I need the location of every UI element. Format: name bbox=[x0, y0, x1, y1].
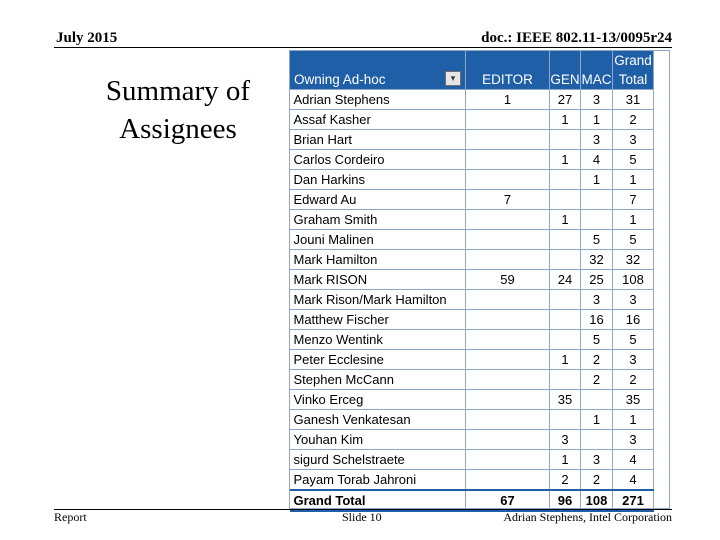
cell-name: sigurd Schelstraete bbox=[290, 450, 466, 470]
table-row bbox=[290, 310, 654, 330]
table-row bbox=[290, 430, 654, 450]
table-row bbox=[290, 270, 654, 290]
cell-mac: 3 bbox=[581, 290, 613, 310]
cell-gen bbox=[550, 330, 581, 350]
cell-mac: 5 bbox=[581, 230, 613, 250]
cell-gen: 96 bbox=[550, 490, 581, 511]
cell-editor: 59 bbox=[466, 270, 550, 290]
cell-total: 3 bbox=[613, 350, 654, 370]
cell-total: 108 bbox=[613, 270, 654, 290]
footer-slide-number: Slide 10 bbox=[342, 510, 382, 524]
cell-mac: 1 bbox=[581, 410, 613, 430]
cell-name: Adrian Stephens bbox=[290, 90, 466, 110]
col-header-gen: GEN bbox=[550, 51, 581, 90]
footer-author: Adrian Stephens, Intel Corporation bbox=[503, 510, 672, 524]
cell-total: 1 bbox=[613, 410, 654, 430]
cell-total: 5 bbox=[613, 230, 654, 250]
cell-gen: 3 bbox=[550, 430, 581, 450]
header-date: July 2015 bbox=[56, 30, 118, 46]
cell-gen: 2 bbox=[550, 470, 581, 491]
cell-editor bbox=[466, 210, 550, 230]
header-divider bbox=[54, 47, 672, 48]
cell-mac: 2 bbox=[581, 370, 613, 390]
table-row bbox=[290, 290, 654, 310]
cell-total: 4 bbox=[613, 470, 654, 491]
table-row bbox=[290, 110, 654, 130]
cell-total: 3 bbox=[613, 130, 654, 150]
cell-mac: 16 bbox=[581, 310, 613, 330]
footer-left: Report bbox=[54, 510, 87, 524]
cell-gen: 27 bbox=[550, 90, 581, 110]
cell-name: Matthew Fischer bbox=[290, 310, 466, 330]
cell-total: 3 bbox=[613, 290, 654, 310]
cell-gen: 1 bbox=[550, 150, 581, 170]
col-header-editor: EDITOR bbox=[466, 51, 550, 90]
cell-total: 2 bbox=[613, 110, 654, 130]
cell-editor bbox=[466, 430, 550, 450]
header-doc-id: doc.: IEEE 802.11-13/0095r24 bbox=[481, 30, 672, 46]
cell-editor bbox=[466, 350, 550, 370]
col-header-owning-adhoc bbox=[290, 51, 466, 90]
cell-name: Payam Torab Jahroni bbox=[290, 470, 466, 491]
cell-gen: 24 bbox=[550, 270, 581, 290]
cell-editor bbox=[466, 390, 550, 410]
table-row bbox=[290, 190, 654, 210]
cell-mac: 2 bbox=[581, 350, 613, 370]
cell-editor bbox=[466, 310, 550, 330]
cell-mac: 4 bbox=[581, 150, 613, 170]
cell-name: Menzo Wentink bbox=[290, 330, 466, 350]
cell-total: 16 bbox=[613, 310, 654, 330]
cell-name: Grand Total bbox=[290, 490, 466, 511]
cell-name: Mark RISON bbox=[290, 270, 466, 290]
cell-editor: 67 bbox=[466, 490, 550, 511]
cell-total: 4 bbox=[613, 450, 654, 470]
cell-name: Ganesh Venkatesan bbox=[290, 410, 466, 430]
cell-gen bbox=[550, 190, 581, 210]
cell-mac: 3 bbox=[581, 450, 613, 470]
cell-editor bbox=[466, 130, 550, 150]
table-row bbox=[290, 350, 654, 370]
cell-mac: 5 bbox=[581, 330, 613, 350]
table-body bbox=[290, 90, 654, 512]
col-header-grand-line1: Grand bbox=[614, 53, 652, 68]
table-row bbox=[290, 210, 654, 230]
cell-total: 5 bbox=[613, 150, 654, 170]
table-row bbox=[290, 410, 654, 430]
cell-gen bbox=[550, 130, 581, 150]
col-header-owning-adhoc-label: Owning Ad-hoc bbox=[294, 72, 386, 87]
cell-editor bbox=[466, 290, 550, 310]
cell-mac: 3 bbox=[581, 90, 613, 110]
cell-editor bbox=[466, 450, 550, 470]
cell-total: 5 bbox=[613, 330, 654, 350]
cell-name: Mark Hamilton bbox=[290, 250, 466, 270]
cell-gen: 1 bbox=[550, 110, 581, 130]
table-row bbox=[290, 250, 654, 270]
cell-editor bbox=[466, 330, 550, 350]
col-header-mac: MAC bbox=[581, 51, 613, 90]
table-row bbox=[290, 170, 654, 190]
cell-gen bbox=[550, 290, 581, 310]
cell-gen: 1 bbox=[550, 350, 581, 370]
cell-mac: 1 bbox=[581, 170, 613, 190]
table-row bbox=[290, 470, 654, 491]
cell-editor bbox=[466, 170, 550, 190]
cell-editor bbox=[466, 470, 550, 491]
cell-mac: 3 bbox=[581, 130, 613, 150]
cell-gen bbox=[550, 170, 581, 190]
cell-total: 32 bbox=[613, 250, 654, 270]
cell-gen: 1 bbox=[550, 450, 581, 470]
cell-editor bbox=[466, 410, 550, 430]
cell-editor bbox=[466, 230, 550, 250]
cell-name: Mark Rison/Mark Hamilton bbox=[290, 290, 466, 310]
cell-mac bbox=[581, 190, 613, 210]
cell-name: Graham Smith bbox=[290, 210, 466, 230]
cell-total: 2 bbox=[613, 370, 654, 390]
cell-gen bbox=[550, 410, 581, 430]
cell-gen: 35 bbox=[550, 390, 581, 410]
table-row bbox=[290, 130, 654, 150]
cell-editor: 7 bbox=[466, 190, 550, 210]
table-row bbox=[290, 90, 654, 110]
col-header-grand-line2: Total bbox=[618, 72, 648, 87]
cell-name: Carlos Cordeiro bbox=[290, 150, 466, 170]
cell-editor: 1 bbox=[466, 90, 550, 110]
cell-editor bbox=[466, 110, 550, 130]
cell-total: 271 bbox=[613, 490, 654, 511]
cell-total: 1 bbox=[613, 170, 654, 190]
cell-gen bbox=[550, 370, 581, 390]
cell-total: 3 bbox=[613, 430, 654, 450]
cell-mac bbox=[581, 430, 613, 450]
cell-editor bbox=[466, 370, 550, 390]
cell-mac: 108 bbox=[581, 490, 613, 511]
table-row bbox=[290, 370, 654, 390]
table-row bbox=[290, 230, 654, 250]
cell-mac: 2 bbox=[581, 470, 613, 491]
cell-mac bbox=[581, 390, 613, 410]
cell-name: Jouni Malinen bbox=[290, 230, 466, 250]
cell-total: 35 bbox=[613, 390, 654, 410]
cell-gen bbox=[550, 310, 581, 330]
filter-dropdown-icon[interactable]: ▾ bbox=[445, 71, 461, 86]
cell-gen bbox=[550, 250, 581, 270]
slide-title: Summary of Assignees bbox=[105, 75, 251, 145]
assignee-table bbox=[289, 50, 654, 512]
cell-name: Dan Harkins bbox=[290, 170, 466, 190]
cell-total: 31 bbox=[613, 90, 654, 110]
cell-editor bbox=[466, 250, 550, 270]
table-header-row bbox=[290, 51, 654, 90]
cell-mac bbox=[581, 210, 613, 230]
cell-gen bbox=[550, 230, 581, 250]
cell-name: Assaf Kasher bbox=[290, 110, 466, 130]
cell-editor bbox=[466, 150, 550, 170]
assignee-table-container bbox=[289, 50, 654, 512]
table-row bbox=[290, 330, 654, 350]
table-row bbox=[290, 450, 654, 470]
table-row bbox=[290, 150, 654, 170]
cell-name: Edward Au bbox=[290, 190, 466, 210]
cell-name: Peter Ecclesine bbox=[290, 350, 466, 370]
cell-name: Vinko Erceg bbox=[290, 390, 466, 410]
cell-name: Brian Hart bbox=[290, 130, 466, 150]
cell-total: 1 bbox=[613, 210, 654, 230]
cell-name: Stephen McCann bbox=[290, 370, 466, 390]
cell-gen: 1 bbox=[550, 210, 581, 230]
table-row bbox=[290, 390, 654, 410]
cell-mac: 32 bbox=[581, 250, 613, 270]
cell-mac: 1 bbox=[581, 110, 613, 130]
col-header-grand-total bbox=[613, 51, 654, 90]
cell-mac: 25 bbox=[581, 270, 613, 290]
cell-name: Youhan Kim bbox=[290, 430, 466, 450]
cell-total: 7 bbox=[613, 190, 654, 210]
grand-total-row bbox=[290, 490, 654, 511]
